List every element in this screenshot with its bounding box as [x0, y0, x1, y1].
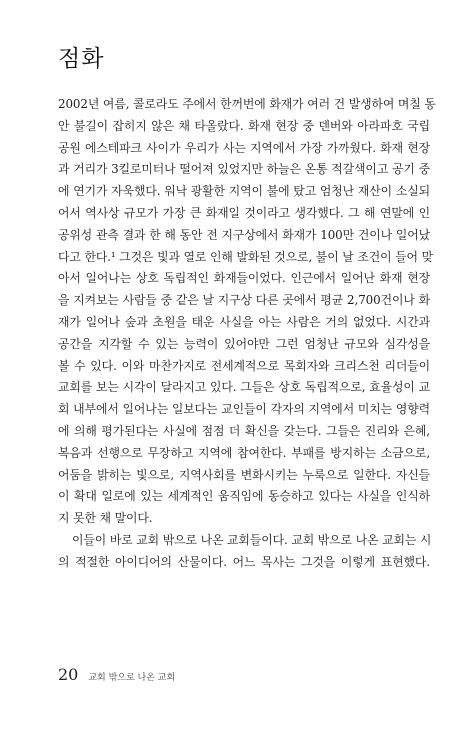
text-line: 에 의해 평가된다는 사실에 점점 더 확신을 갖는다. 그들은 진리와 은혜, [58, 423, 430, 438]
text-line: 재가 일어나 숲과 초원을 태운 사실을 아는 사람은 거의 없었다. 시간과 [58, 314, 430, 329]
text-line: 을 지켜보는 사람들 중 같은 날 지구상 다른 곳에서 평균 2,700건이나 화 [58, 293, 430, 308]
text-line: 지 못한 채 말이다. [58, 511, 153, 526]
text-line: 안 불길이 잡히지 않은 채 타올랐다. 화재 현장 중 덴버와 아라파호 국립 [58, 118, 430, 133]
running-title: 교회 밖으로 나온 교회 [88, 673, 176, 683]
text-line: 의 적절한 아이디어의 산물이다. 어느 목사는 그것을 이렇게 표현했다. [58, 554, 430, 569]
text-line: 어서 역사상 규모가 가장 큰 화재일 것이라고 생각했다. 그 해 연말에 인 [58, 205, 430, 220]
text-line: 복음과 선행으로 무장하고 지역에 참여한다. 부패를 방지하는 소금으로, [58, 445, 430, 460]
text-line: 아서 일어나는 상호 독립적인 화재들이었다. 인근에서 일어난 화재 현장 [58, 271, 430, 286]
text-line: 어둠을 밝히는 빛으로, 지역사회를 변화시키는 누룩으로 일한다. 자신들 [58, 467, 430, 482]
text-line: 공간을 지각할 수 있는 능력이 있어야만 그런 엄청난 규모와 심각성을 [58, 336, 430, 351]
page-number: 20 [58, 665, 79, 684]
text-line: 다고 한다.¹ 그것은 빛과 열로 인해 발화된 것으로, 불이 날 조건이 들어 맞 [58, 249, 434, 264]
text-line: 이 확대 일로에 있는 세계적인 움직임에 동승하고 있다는 사실을 인식하 [58, 489, 430, 504]
chapter-title: 점화 [58, 46, 105, 72]
page-footer [58, 665, 175, 684]
text-line: 이들이 바로 교회 밖으로 나온 교회들이다. 교회 밖으로 나온 교회는 시 [72, 532, 432, 547]
text-line: 과 거리가 3킬로미터나 떨어져 있었지만 하늘은 온통 적갈색이고 공기 중 [58, 162, 430, 177]
text-line: 교회를 보는 시각이 달라지고 있다. 그들은 상호 독립적으로, 효율성이 교 [58, 380, 430, 395]
text-line: 회 내부에서 일어나는 일보다는 교인들이 각자의 지역에서 미치는 영향력 [58, 402, 430, 417]
body-text [58, 94, 436, 574]
text-line: 에 연기가 자욱했다. 워낙 광활한 지역이 불에 탔고 엄청난 재산이 소실되 [58, 184, 430, 199]
text-line: 공위성 관측 결과 한 해 동안 전 지구상에서 화재가 100만 건이나 일어났 [58, 227, 430, 242]
text-line: 볼 수 있다. 이와 마찬가지로 전세계적으로 목회자와 크리스천 리더들이 [58, 358, 430, 373]
text-line: 2002년 여름, 콜로라도 주에서 한꺼번에 화재가 여러 건 발생하여 며칠 동 [58, 97, 436, 111]
text-line: 공원 에스테파크 사이가 우리가 사는 지역에서 가장 가까웠다. 화재 현장 [58, 140, 430, 155]
